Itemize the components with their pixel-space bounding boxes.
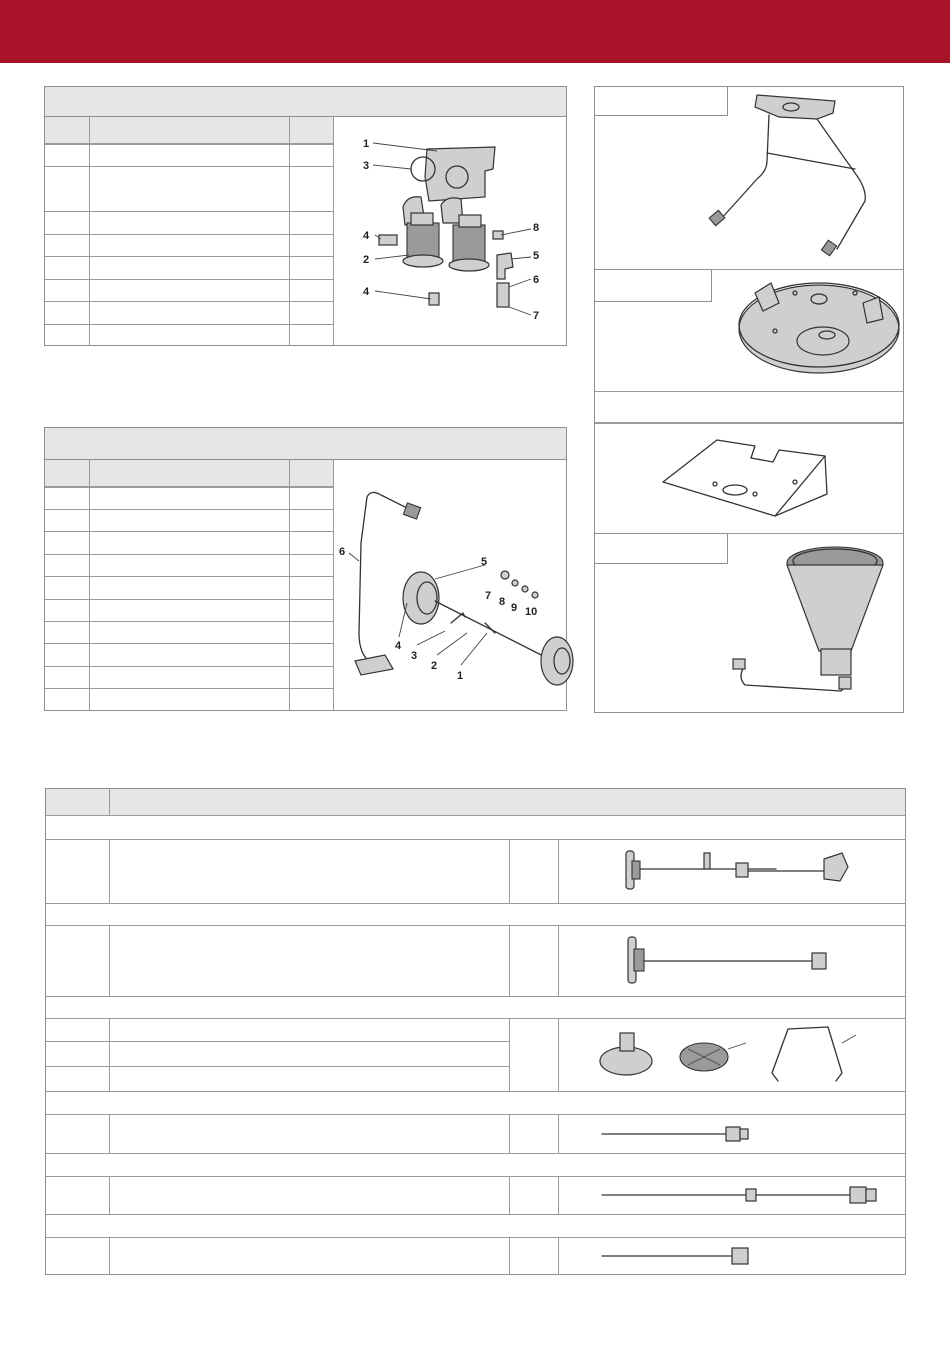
regulator-callout-7: 7 [533, 310, 540, 322]
hopper-drawing-icon [715, 541, 895, 707]
regulator-panel-title-bar [45, 87, 566, 117]
hose-short-drawing-icon [598, 1119, 768, 1149]
regulator-callout-4b: 4 [363, 286, 370, 298]
cart-callout-2: 2 [431, 660, 438, 672]
cart-callout-7: 7 [485, 590, 492, 602]
regulator-callout-4a: 4 [363, 230, 370, 242]
stand-frame-drawing-icon [705, 91, 895, 266]
mounting-bracket-label [595, 392, 903, 423]
hose-medium-drawing-icon [598, 1241, 768, 1271]
cart-callout-1: 1 [457, 670, 464, 682]
cart-callout-8: 8 [499, 596, 506, 608]
regulator-callout-1: 1 [363, 138, 370, 150]
accessories-table-header [46, 789, 905, 816]
cart-callout-5: 5 [481, 556, 488, 568]
cart-parts-panel [44, 427, 567, 711]
accessories-table [45, 788, 906, 1275]
header-bar [0, 0, 950, 63]
spray-gun-long-drawing-icon [616, 843, 866, 899]
regulator-drawing-icon [345, 127, 560, 337]
cart-callout-9: 9 [511, 602, 518, 614]
cart-callout-10: 10 [525, 606, 538, 618]
spray-gun-short-drawing-icon [616, 929, 856, 993]
base-plate-drawing-icon [735, 273, 903, 385]
base-plate-label [594, 269, 712, 302]
nozzle-parts-drawing-icon [596, 1021, 866, 1089]
regulator-callout-5: 5 [533, 250, 540, 262]
cart-callout-4: 4 [395, 640, 402, 652]
regulator-callout-8: 8 [533, 222, 540, 234]
hose-long-drawing-icon [598, 1179, 888, 1211]
right-column-panel [594, 86, 904, 713]
mounting-bracket-drawing-icon [655, 432, 835, 524]
regulator-callout-6: 6 [533, 274, 540, 286]
regulator-callout-2: 2 [363, 254, 370, 266]
cart-drawing-icon [335, 483, 565, 703]
hopper-label [594, 533, 728, 564]
cart-callout-6: 6 [339, 546, 346, 558]
regulator-parts-panel [44, 86, 567, 346]
cart-callout-3: 3 [411, 650, 418, 662]
regulator-callout-3: 3 [363, 160, 370, 172]
cart-panel-title-bar [45, 428, 566, 460]
